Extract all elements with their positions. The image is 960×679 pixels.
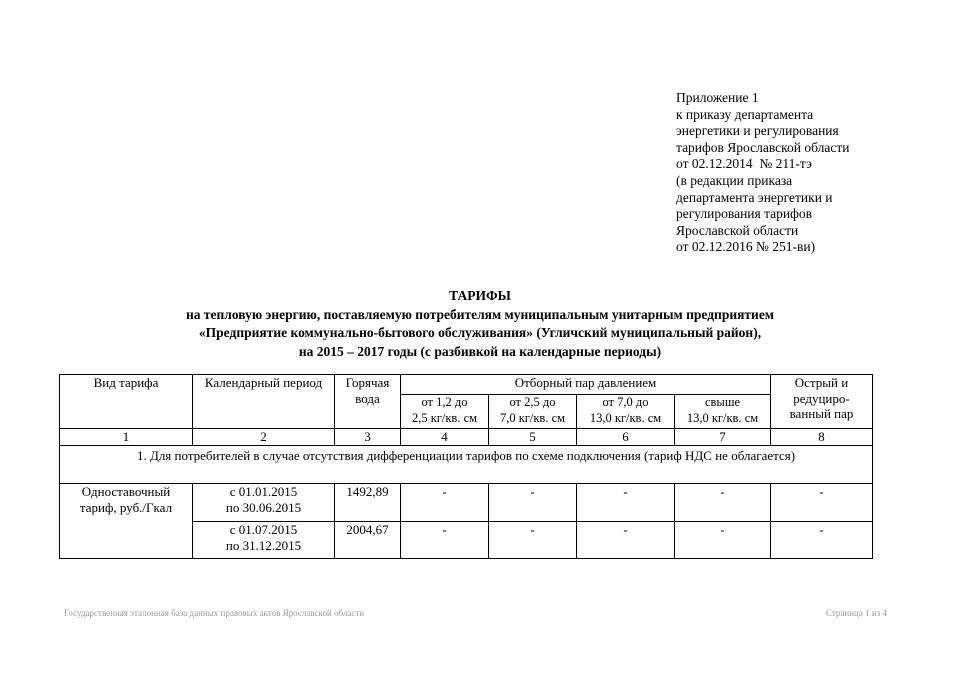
header-steam-4-line: свыше <box>704 395 741 409</box>
steam-value: - <box>577 522 675 559</box>
section-title: 1. Для потребителей в случае отсутствия дифференциации тарифов по схеме подключения (тариф НДС не облагается) <box>60 446 873 484</box>
header-period: Календарный период <box>193 375 335 429</box>
steam-value: - <box>401 484 489 522</box>
steam-value: - <box>489 522 577 559</box>
title-line: на 2015 – 2017 годы (с разбивкой на календарные периоды) <box>298 343 662 359</box>
footer-page-number: Страница 1 из 4 <box>826 608 887 618</box>
hot-water-value: 2004,67 <box>335 522 401 559</box>
appendix-line: к приказу департамента <box>676 106 814 122</box>
tariff-table <box>59 374 873 559</box>
header-steam-2-line: 7,0 кг/кв. см <box>499 410 566 425</box>
header-steam-4 <box>675 395 771 429</box>
period-to: по 30.06.2015 <box>225 499 302 515</box>
header-steam-1 <box>401 395 489 429</box>
title-line: «Предприятие коммунально-бытового обслуживания» (Угличский муниципальный район), <box>198 325 762 340</box>
appendix-line: Ярославской области <box>676 222 799 238</box>
title-line: на тепловую энергию, поставляемую потребителям муниципальным унитарным предприятием <box>185 306 775 322</box>
period-from: с 01.07.2015 <box>229 522 298 537</box>
sharp-steam-value: - <box>771 522 873 559</box>
header-steam-2 <box>489 395 577 429</box>
col-number: 5 <box>489 429 577 446</box>
appendix-line: энергетики и регулирования <box>676 123 839 139</box>
steam-value: - <box>489 484 577 522</box>
steam-value: - <box>675 522 771 559</box>
period-to: по 31.12.2015 <box>225 537 302 553</box>
header-steam-4-line: 13,0 кг/кв. см <box>686 410 759 425</box>
appendix-line: тарифов Ярославской области <box>676 139 850 155</box>
col-number: 6 <box>577 429 675 446</box>
steam-value: - <box>675 484 771 522</box>
hot-water-value: 1492,89 <box>335 484 401 522</box>
header-hot-water: Горячая вода <box>335 375 401 429</box>
tariff-name: Одноставочный тариф, руб./Гкал <box>60 484 193 559</box>
footer-source: Государственная эталонная база данных правовых актов Ярославской области <box>64 608 365 618</box>
title-heading: ТАРИФЫ <box>449 288 511 303</box>
document-title <box>80 287 880 361</box>
period-from: с 01.01.2015 <box>229 484 298 499</box>
period-cell <box>193 522 335 559</box>
appendix-line: от 02.12.2016 № 251-ви) <box>676 239 816 255</box>
header-steam-3-line: от 7,0 до <box>602 395 649 409</box>
header-steam-3 <box>577 395 675 429</box>
appendix-line: департамента энергетики и <box>676 189 833 205</box>
appendix-line: Приложение 1 <box>676 90 759 105</box>
col-number: 7 <box>675 429 771 446</box>
sharp-steam-value: - <box>771 484 873 522</box>
header-steam-1-line: 2,5 кг/кв. см <box>411 410 478 425</box>
appendix-line: регулирования тарифов <box>676 206 813 222</box>
steam-value: - <box>401 522 489 559</box>
col-number: 4 <box>401 429 489 446</box>
appendix-note <box>676 90 916 256</box>
header-steam-2-line: от 2,5 до <box>509 395 556 409</box>
col-number: 8 <box>771 429 873 446</box>
steam-value: - <box>577 484 675 522</box>
header-steam-1-line: от 1,2 до <box>421 395 468 409</box>
header-steam-group: Отборный пар давлением <box>401 375 771 395</box>
col-number: 1 <box>60 429 193 446</box>
col-number: 3 <box>335 429 401 446</box>
col-number: 2 <box>193 429 335 446</box>
header-tariff-type: Вид тарифа <box>60 375 193 429</box>
appendix-line: (в редакции приказа <box>676 172 793 188</box>
header-sharp-steam: Острый и редуциро- ванный пар <box>771 375 873 429</box>
appendix-line: от 02.12.2014 № 211-тэ <box>676 156 812 172</box>
period-cell <box>193 484 335 522</box>
header-steam-3-line: 13,0 кг/кв. см <box>589 410 662 425</box>
